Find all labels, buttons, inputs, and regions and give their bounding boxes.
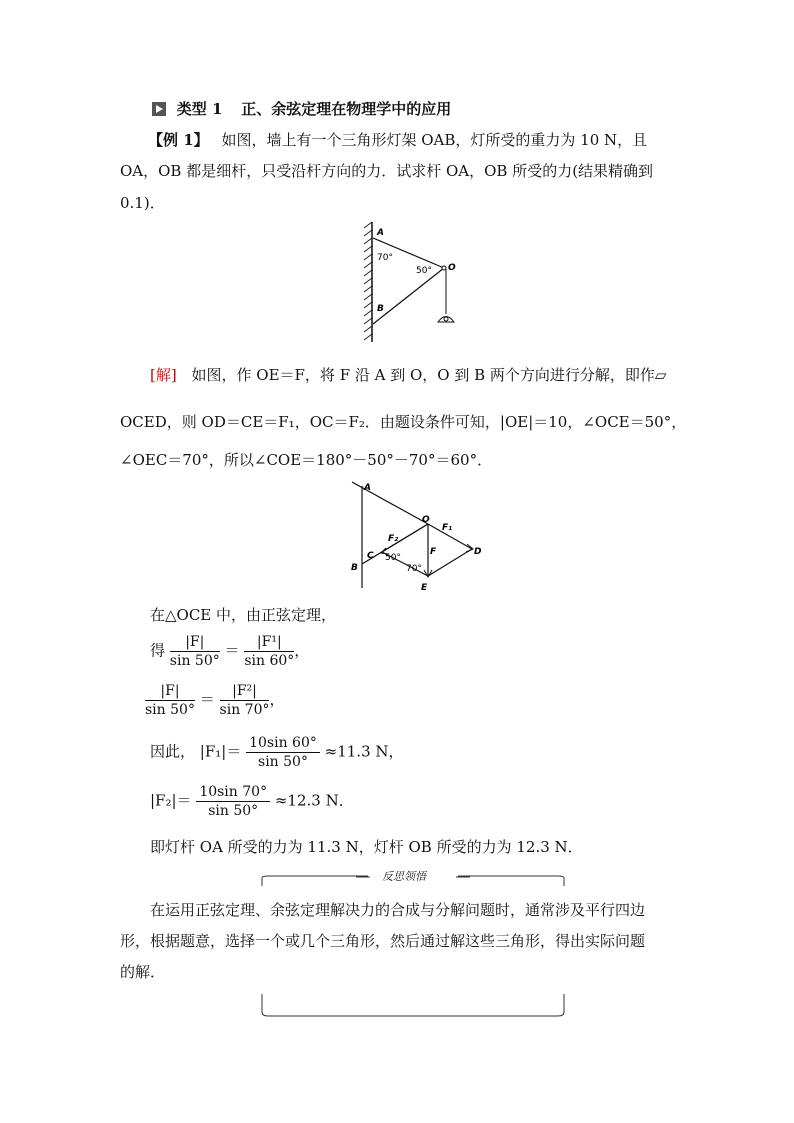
equation-1: 得 $\frac{|F|}{\sin 50^\circ}$ ＝ $\frac{\text{|F¹|}}{\sin 60^\circ}$ ，	[150, 634, 310, 669]
eq1-num-2: |F¹|	[244, 634, 294, 652]
section-title: 正、余弦定理在物理学中的应用	[241, 100, 452, 118]
f2-result: ≈12.3 N．	[274, 791, 354, 810]
fig2-label-d: D	[474, 547, 482, 557]
fig2-angle-e: 70°	[406, 564, 422, 574]
derivation-intro: 在△OCE 中，由正弦定理，	[150, 606, 337, 624]
eq1-den-1: sin 50°	[169, 653, 220, 669]
fig2-label-c: C	[367, 551, 374, 561]
f1-den: sin 50°	[258, 754, 308, 770]
section-type-label: 类型 1	[176, 100, 223, 118]
eq2-den-1: sin 50°	[145, 702, 195, 718]
reflection-title: 反思领悟	[382, 870, 426, 883]
reflection-line-2: 形，根据题意，选择一个或几个三角形，然后通过解这些三角形，得出实际问题	[120, 932, 646, 950]
fig1-label-b: B	[377, 304, 384, 314]
f2-num: 10sin 70°	[196, 784, 270, 802]
eq2-num-1: |F|	[145, 683, 195, 701]
fig1-angle-a: 70°	[377, 253, 393, 263]
solution-label: [解]	[150, 366, 177, 384]
eq2-num-2: |F²|	[220, 683, 270, 701]
figure-force-decomposition	[344, 478, 490, 596]
hence-label: 因此，	[150, 742, 196, 761]
fig2-label-b: B	[351, 563, 358, 573]
fig1-label-o: O	[448, 263, 456, 273]
fig2-label-f2: F₂	[388, 534, 399, 544]
section-header	[152, 98, 451, 119]
example-label: 【例 1】	[148, 131, 209, 149]
fig1-angle-o: 50°	[416, 266, 432, 276]
equation-2: $\frac{|F|}{\sin 50^\circ}$ ＝ $\frac{\text{|F²|}}{\sin 70^\circ}$ ，	[145, 683, 285, 718]
rod-ob	[373, 268, 444, 324]
f2-den: sin 50°	[208, 803, 259, 819]
reflection-line-3: 的解．	[120, 963, 166, 981]
fig1-label-a: A	[377, 228, 384, 238]
fig2-label-o: O	[422, 515, 430, 525]
solution-line-1	[150, 364, 666, 385]
figure-lamp-bracket	[360, 218, 470, 346]
fig2-label-f: F	[430, 547, 437, 557]
f1-num: 10sin 60°	[246, 735, 320, 753]
example-text-1: 如图，墙上有一个三角形灯架 OAB，灯所受的重力为 10 N，且	[221, 131, 648, 149]
solution-text-1: 如图，作 OE＝F，将 F 沿 A 到 O，O 到 B 两个方向进行分解，即作▱	[191, 366, 667, 384]
equation-f2	[150, 784, 354, 819]
solution-line-3: ∠OEC＝70°，所以∠COE＝180°－50°－70°＝60°．	[120, 451, 493, 469]
f2-lhs: |F₂|＝	[150, 791, 192, 810]
f1-lhs: |F₁|＝	[199, 742, 242, 761]
conclusion-text: 即灯杆 OA 所受的力为 11.3 N，灯杆 OB 所受的力为 12.3 N．	[150, 838, 583, 856]
example-line-3: 0.1)．	[120, 194, 165, 212]
eq1-den-2: sin 60°	[244, 653, 295, 669]
example-line-2: OA，OB 都是细杆，只受沿杆方向的力．试求杆 OA，OB 所受的力(结果精确到	[120, 162, 654, 180]
f1-result: ≈11.3 N，	[324, 742, 404, 761]
reflection-line-1: 在运用正弦定理、余弦定理解决力的合成与分解问题时，通常涉及平行四边	[150, 901, 646, 919]
equation-f1	[150, 735, 404, 770]
fig2-label-f1: F₁	[442, 523, 453, 533]
fig2-angle-c: 50°	[385, 553, 401, 563]
lamp-icon	[438, 317, 454, 323]
fig2-label-e: E	[421, 583, 428, 593]
eq2-den-2: sin 70°	[219, 702, 270, 718]
equation-1-prefix: 得	[150, 641, 166, 660]
play-triangle-icon	[152, 102, 166, 116]
eq1-num-1: |F|	[170, 634, 220, 652]
solution-line-2: OCED，则 OD＝CE＝F₁，OC＝F₂．由题设条件可知，|OE|＝10，∠OCE＝50°，	[120, 413, 687, 431]
fig2-label-a: A	[364, 483, 371, 493]
example-line-1	[148, 129, 647, 150]
